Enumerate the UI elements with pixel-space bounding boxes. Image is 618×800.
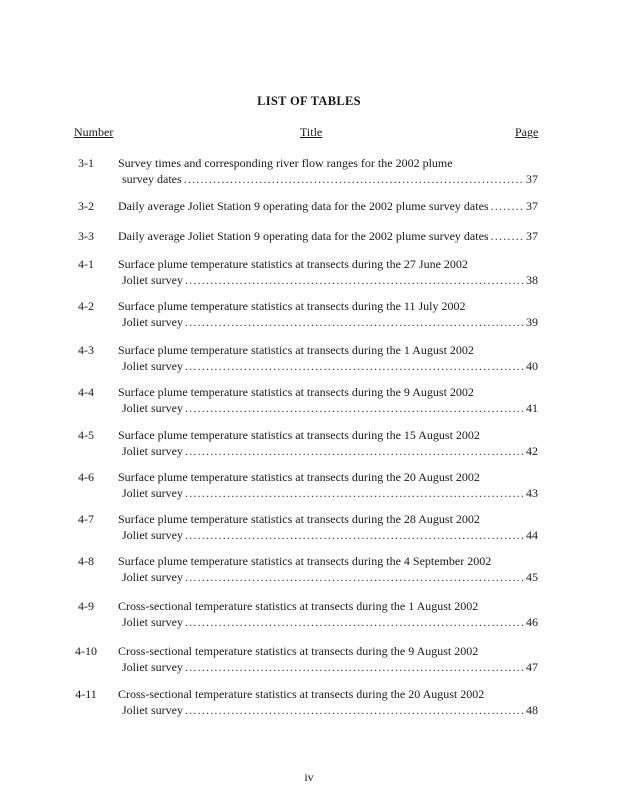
table-title-line1: Cross-sectional temperature statistics at transects during the 20 August 2002	[118, 687, 485, 701]
table-title	[118, 643, 538, 675]
dot-leader	[185, 702, 525, 718]
dot-leader	[185, 569, 525, 585]
table-number: 3-1	[78, 156, 94, 170]
table-number: 3-2	[78, 199, 94, 213]
table-title	[118, 198, 538, 214]
page-reference: 42	[526, 444, 538, 458]
table-title-line2	[118, 198, 538, 214]
table-title-line1: Surface plume temperature statistics at transects during the 28 August 2002	[118, 512, 480, 526]
table-title-line2	[118, 272, 538, 288]
dot-leader	[185, 485, 525, 501]
table-title-text: Joliet survey	[122, 660, 183, 674]
table-number: 4-8	[78, 554, 94, 568]
table-title-line2	[118, 614, 538, 630]
table-title	[118, 427, 538, 459]
table-title-text: Joliet survey	[122, 703, 183, 717]
dot-leader	[185, 614, 525, 630]
table-number: 4-5	[78, 428, 94, 442]
table-number: 4-11	[75, 687, 97, 701]
table-title	[118, 155, 538, 187]
table-title-line1: Surface plume temperature statistics at transects during the 9 August 2002	[118, 385, 474, 399]
column-header-page: Page	[515, 125, 539, 139]
page-number: iv	[304, 770, 314, 784]
table-title-line2	[118, 485, 538, 501]
page-reference: 41	[526, 401, 538, 415]
page-reference: 37	[526, 199, 538, 213]
page-reference: 39	[526, 315, 538, 329]
table-title	[118, 256, 538, 288]
table-title	[118, 342, 538, 374]
dot-leader	[185, 272, 525, 288]
table-title-line2	[118, 314, 538, 330]
dot-leader	[185, 358, 525, 374]
table-title	[118, 598, 538, 630]
table-title-text: Joliet survey	[122, 273, 183, 287]
table-title-text: Joliet survey	[122, 444, 183, 458]
table-title-line1: Surface plume temperature statistics at transects during the 11 July 2002	[118, 299, 466, 313]
column-header-title: Title	[300, 125, 323, 139]
table-title-text: Daily average Joliet Station 9 operating data for the 2002 plume survey dates	[118, 229, 489, 243]
table-title-line2	[118, 569, 538, 585]
table-title-line1: Surface plume temperature statistics at transects during the 4 September 2002	[118, 554, 492, 568]
table-number: 4-4	[78, 385, 94, 399]
table-title-text: Joliet survey	[122, 486, 183, 500]
dot-leader	[185, 443, 525, 459]
table-title-text: Joliet survey	[122, 570, 183, 584]
table-title	[118, 686, 538, 718]
page-reference: 47	[526, 660, 538, 674]
dot-leader	[185, 314, 525, 330]
table-title-line2	[118, 228, 538, 244]
table-title-text: Joliet survey	[122, 401, 183, 415]
table-title	[118, 384, 538, 416]
table-title-line1: Cross-sectional temperature statistics at transects during the 9 August 2002	[118, 644, 479, 658]
table-title-line1: Surface plume temperature statistics at transects during the 15 August 2002	[118, 428, 480, 442]
table-number: 4-10	[75, 644, 97, 658]
table-title-text: Joliet survey	[122, 528, 183, 542]
page-reference: 40	[526, 359, 538, 373]
table-title-line1: Cross-sectional temperature statistics at transects during the 1 August 2002	[118, 599, 479, 613]
table-title-line1: Survey times and corresponding river flow ranges for the 2002 plume	[118, 156, 453, 170]
table-title-line1: Surface plume temperature statistics at transects during the 1 August 2002	[118, 343, 474, 357]
page-reference: 37	[526, 229, 538, 243]
page-reference: 43	[526, 486, 538, 500]
table-title-line2	[118, 443, 538, 459]
table-title-line2	[118, 171, 538, 187]
table-number: 4-6	[78, 470, 94, 484]
table-title	[118, 469, 538, 501]
table-title	[118, 511, 538, 543]
dot-leader	[184, 171, 525, 187]
table-title	[118, 298, 538, 330]
dot-leader	[185, 659, 525, 675]
page-reference: 48	[526, 703, 538, 717]
table-title-line2	[118, 527, 538, 543]
list-of-tables-heading: LIST OF TABLES	[257, 94, 361, 108]
table-number: 4-9	[78, 599, 94, 613]
table-title-line1: Surface plume temperature statistics at transects during the 27 June 2002	[118, 257, 468, 271]
dot-leader	[185, 527, 525, 543]
page-reference: 38	[526, 273, 538, 287]
dot-leader	[491, 228, 525, 244]
table-number: 4-7	[78, 512, 94, 526]
table-title-line2	[118, 702, 538, 718]
column-header-number: Number	[74, 125, 114, 139]
table-title-text: Joliet survey	[122, 359, 183, 373]
table-number: 3-3	[78, 229, 94, 243]
table-title-line2	[118, 400, 538, 416]
table-number: 4-2	[78, 299, 94, 313]
dot-leader	[491, 198, 525, 214]
table-number: 4-1	[78, 257, 94, 271]
table-title-text: survey dates	[122, 172, 182, 186]
dot-leader	[185, 400, 525, 416]
page-reference: 46	[526, 615, 538, 629]
table-number: 4-3	[78, 343, 94, 357]
table-title-text: Daily average Joliet Station 9 operating data for the 2002 plume survey dates	[118, 199, 489, 213]
page-reference: 37	[526, 172, 538, 186]
page-reference: 45	[526, 570, 538, 584]
table-title-text: Joliet survey	[122, 615, 183, 629]
table-title-text: Joliet survey	[122, 315, 183, 329]
table-title	[118, 553, 538, 585]
table-title-line2	[118, 659, 538, 675]
page-reference: 44	[526, 528, 538, 542]
table-title-line2	[118, 358, 538, 374]
table-title-line1: Surface plume temperature statistics at transects during the 20 August 2002	[118, 470, 480, 484]
table-title	[118, 228, 538, 244]
